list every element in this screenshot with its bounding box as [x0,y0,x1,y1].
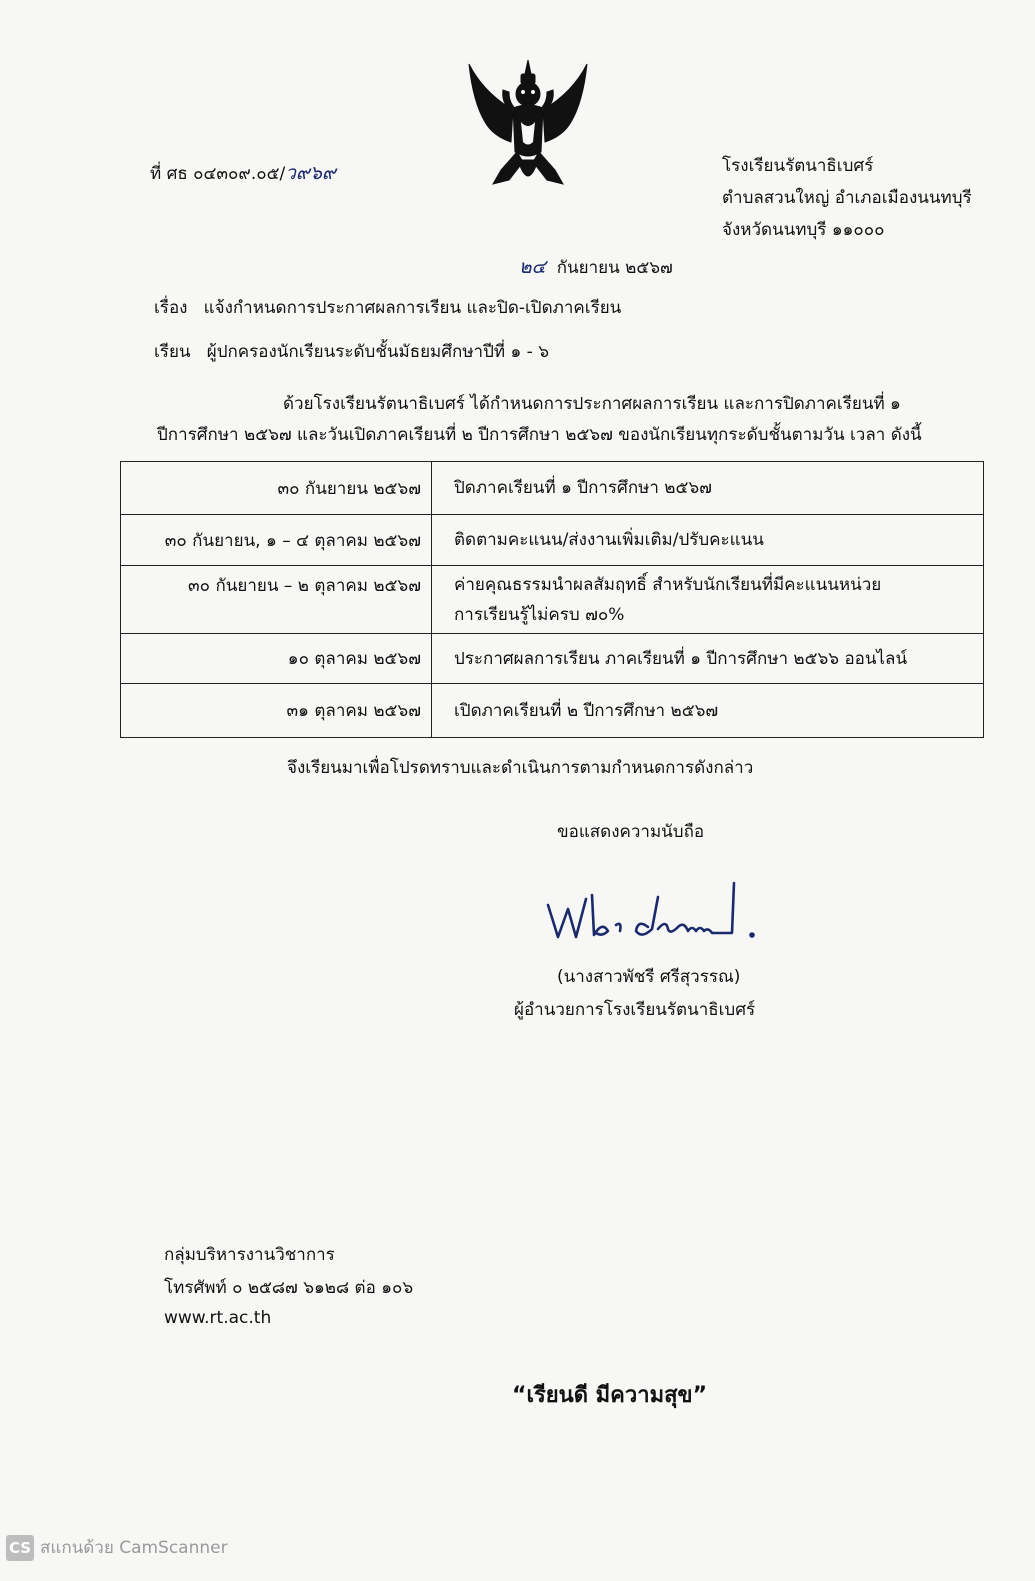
camscanner-watermark [6,1534,228,1561]
body-line-2: ปีการศึกษา ๒๕๖๗ และวันเปิดภาคเรียนที่ ๒ ปีการศึกษา ๒๕๖๗ ของนักเรียนทุกระดับชั้นตามวัน เวลา ดังนี้ [157,425,922,445]
table-row [121,684,984,738]
school-motto: “เรียนดี มีความสุข” [512,1383,708,1408]
garuda-emblem-icon [463,52,593,197]
camscanner-text: สแกนด้วย CamScanner [40,1538,228,1558]
signer-name: (นางสาวพัชรี ศรีสุวรรณ) [557,967,741,987]
contact-website: www.rt.ac.th [164,1308,272,1328]
handwritten-signature [540,875,770,955]
body-line-1: ด้วยโรงเรียนรัตนาธิเบศร์ ได้กำหนดการประกาศผลการเรียน และการปิดภาคเรียนที่ ๑ [283,394,901,414]
closing-statement: จึงเรียนมาเพื่อโปรดทราบและดำเนินการตามกำหนดการดังกล่าว [287,758,754,778]
sender-line: จังหวัดนนทบุรี ๑๑๐๐๐ [722,220,885,240]
schedule-date: ๓๑ ตุลาคม ๒๕๖๗ [121,684,432,738]
sender-line: ตำบลสวนใหญ่ อำเภอเมืองนนทบุรี [722,188,972,208]
schedule-description: เปิดภาคเรียนที่ ๒ ปีการศึกษา ๒๕๖๗ [432,684,984,738]
schedule-description: ปิดภาคเรียนที่ ๑ ปีการศึกษา ๒๕๖๗ [432,462,984,515]
schedule-description-line: การเรียนรู้ไม่ครบ ๗๐% [454,604,625,625]
schedule-date: ๓๐ กันยายน, ๑ – ๔ ตุลาคม ๒๕๖๗ [121,515,432,566]
schedule-date: ๓๐ กันยายน ๒๕๖๗ [121,462,432,515]
subject-label: เรื่อง [154,298,188,318]
closing-salutation: ขอแสดงความนับถือ [557,822,705,842]
letter-date [519,252,673,282]
table-row [121,462,984,515]
recipient-text: ผู้ปกครองนักเรียนระดับชั้นมัธยมศึกษาปีที่ ๑ - ๖ [206,342,550,362]
table-row [121,566,984,634]
subject-line [154,294,621,321]
contact-phone: โทรศัพท์ ๐ ๒๕๘๗ ๖๑๒๘ ต่อ ๑๐๖ [164,1278,414,1298]
schedule-description [432,566,984,634]
schedule-table [120,461,984,738]
recipient-line [154,338,549,365]
date-month-year: กันยายน ๒๕๖๗ [556,258,673,278]
table-row [121,515,984,566]
reference-handwritten-number: ว๙๖๙ [285,162,336,184]
subject-text: แจ้งกำหนดการประกาศผลการเรียน และปิด-เปิดภาคเรียน [203,298,622,318]
sender-address [722,150,972,246]
schedule-date: ๓๐ กันยายน – ๒ ตุลาคม ๒๕๖๗ [121,566,432,634]
reference-prefix: ที่ ศธ ๐๔๓๐๙.๐๕/ [150,164,286,184]
schedule-description: ติดตามคะแนน/ส่งงานเพิ่มเติม/ปรับคะแนน [432,515,984,566]
camscanner-logo-icon: CS [6,1535,34,1561]
date-day-handwritten: ๒๔ [519,256,546,278]
table-row [121,634,984,684]
reference-number [150,158,336,188]
schedule-description: ประกาศผลการเรียน ภาคเรียนที่ ๑ ปีการศึกษา ๒๕๖๖ ออนไลน์ [432,634,984,684]
sender-line: โรงเรียนรัตนาธิเบศร์ [722,156,874,176]
contact-department: กลุ่มบริหารงานวิชาการ [164,1245,335,1265]
signer-title: ผู้อำนวยการโรงเรียนรัตนาธิเบศร์ [514,1000,756,1020]
schedule-date: ๑๐ ตุลาคม ๒๕๖๗ [121,634,432,684]
recipient-label: เรียน [154,342,191,362]
schedule-description-line: ค่ายคุณธรรมนำผลสัมฤทธิ์ สำหรับนักเรียนที่มีคะแนนหน่วย [454,574,882,595]
